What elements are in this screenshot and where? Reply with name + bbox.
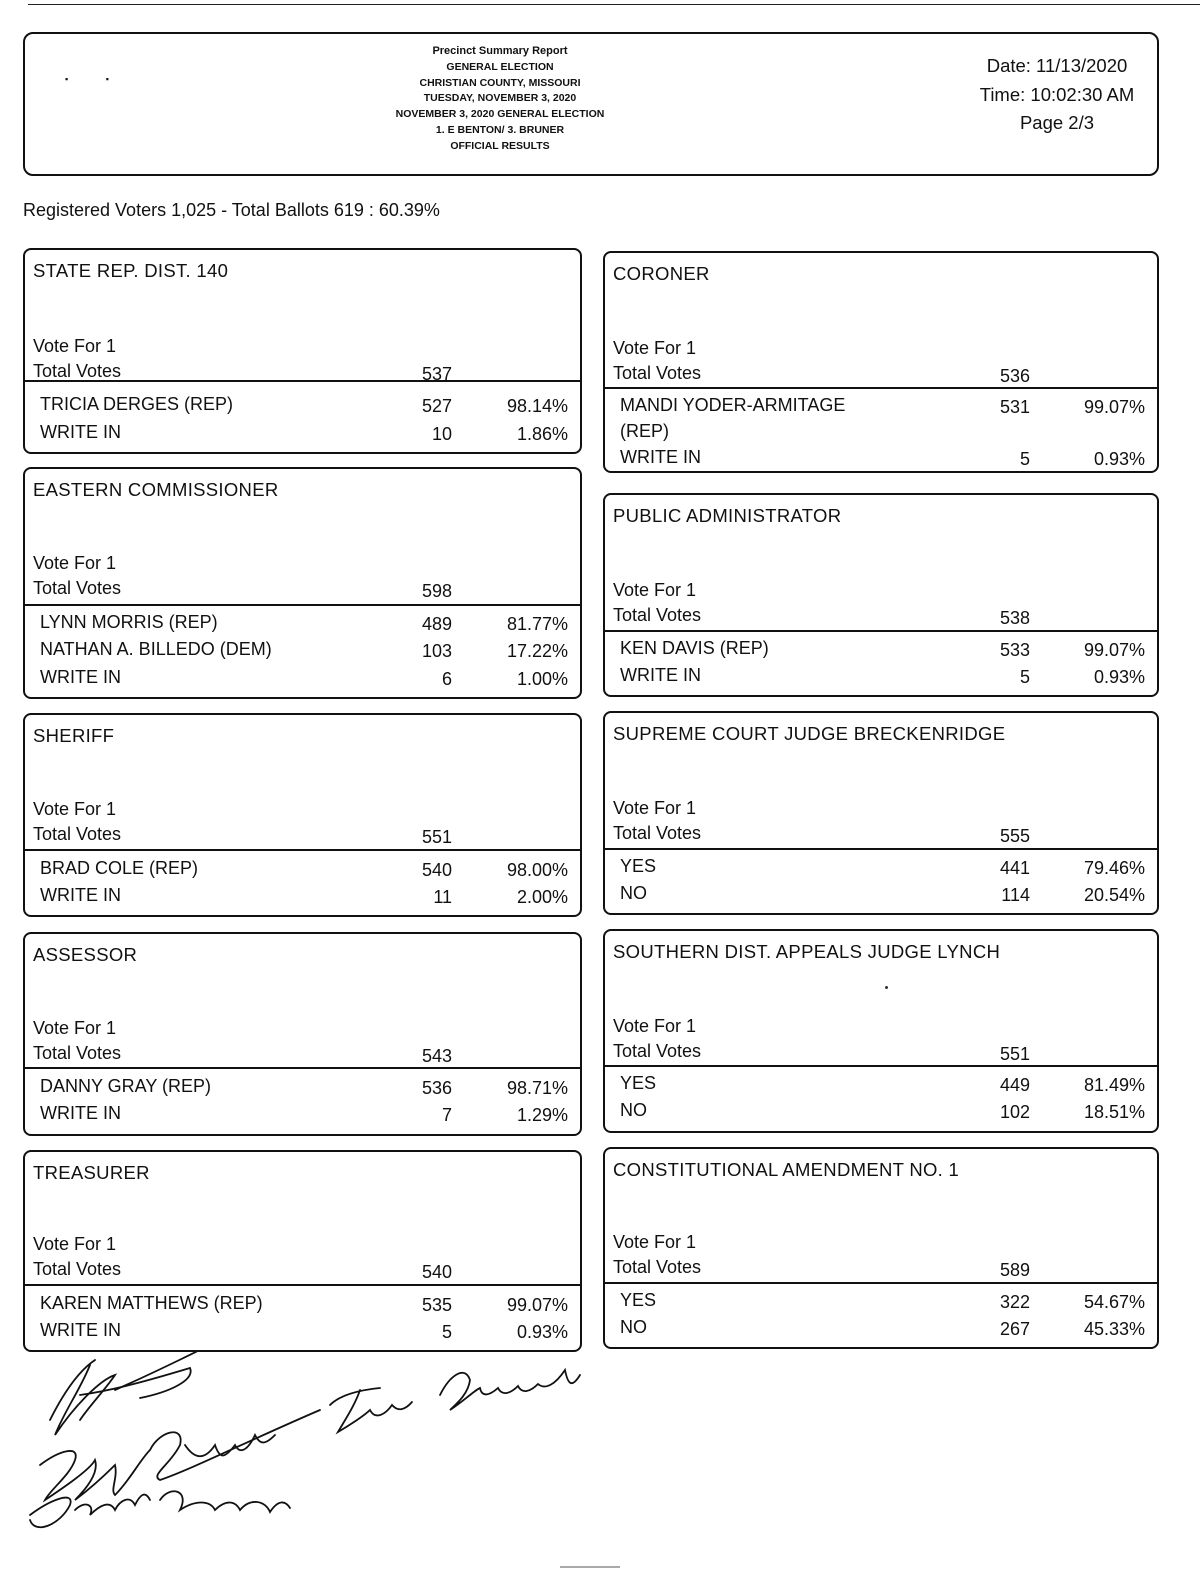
report-page: Page 2/3 bbox=[1019, 112, 1095, 133]
candidate-party: (REP) bbox=[620, 421, 669, 441]
candidate-percent: 1.29% bbox=[516, 1105, 568, 1125]
candidate-percent: 2.00% bbox=[516, 887, 568, 907]
header-divider bbox=[605, 1282, 1157, 1284]
contest-box bbox=[23, 1150, 582, 1352]
report-meta bbox=[967, 52, 1147, 138]
candidate-name: YES bbox=[620, 1073, 657, 1093]
vote-for-label: Vote For 1 bbox=[613, 580, 697, 600]
candidate-votes: 5 bbox=[1019, 449, 1030, 469]
scan-speck bbox=[885, 986, 888, 989]
header-divider bbox=[25, 380, 580, 382]
candidate-percent: 1.00% bbox=[516, 669, 568, 689]
contest-box bbox=[603, 711, 1159, 915]
total-votes-value: 589 bbox=[999, 1260, 1030, 1280]
contest-title: ASSESSOR bbox=[33, 944, 138, 965]
contest-title: STATE REP. DIST. 140 bbox=[33, 260, 229, 281]
vote-for-label: Vote For 1 bbox=[33, 553, 117, 573]
report-date: Date: 11/13/2020 bbox=[986, 55, 1128, 76]
scan-specks: ▪ ▪ bbox=[65, 74, 109, 84]
candidate-votes: 5 bbox=[1019, 667, 1030, 687]
candidate-row bbox=[620, 1290, 1147, 1317]
candidate-name: NO bbox=[620, 883, 647, 903]
candidate-row bbox=[620, 665, 1147, 692]
candidate-votes: 441 bbox=[999, 858, 1030, 878]
contest-title: EASTERN COMMISSIONER bbox=[33, 479, 279, 500]
total-votes-value: 536 bbox=[999, 366, 1030, 386]
candidate-row bbox=[40, 1293, 570, 1320]
contest-title: TREASURER bbox=[33, 1162, 150, 1183]
candidate-percent: 45.33% bbox=[1083, 1319, 1145, 1339]
candidate-row bbox=[40, 1320, 570, 1347]
total-votes-label: Total Votes bbox=[33, 578, 122, 598]
candidate-row bbox=[40, 612, 570, 639]
candidate-percent: 54.67% bbox=[1083, 1292, 1145, 1312]
report-time: Time: 10:02:30 AM bbox=[979, 83, 1135, 105]
total-votes-value: 555 bbox=[999, 826, 1030, 846]
total-votes-value: 540 bbox=[421, 1262, 452, 1282]
candidate-name: MANDI YODER-ARMITAGE bbox=[620, 395, 846, 415]
candidate-row bbox=[40, 1103, 570, 1130]
contest-title: CORONER bbox=[613, 263, 710, 284]
contest-box bbox=[603, 493, 1159, 697]
candidate-votes: 531 bbox=[999, 397, 1030, 417]
candidate-row bbox=[40, 858, 570, 885]
total-votes-value: 537 bbox=[421, 364, 452, 384]
candidate-percent: 1.86% bbox=[516, 424, 568, 444]
vote-for-label: Vote For 1 bbox=[613, 338, 697, 358]
total-votes-label: Total Votes bbox=[33, 361, 122, 381]
candidate-percent: 0.93% bbox=[1093, 449, 1145, 469]
candidate-row bbox=[620, 638, 1147, 665]
contest-box bbox=[603, 929, 1159, 1133]
header-divider bbox=[605, 630, 1157, 632]
report-header bbox=[23, 32, 1159, 176]
candidate-name: NO bbox=[620, 1100, 647, 1120]
candidate-row bbox=[40, 422, 570, 449]
contest-box bbox=[23, 248, 582, 454]
candidate-percent: 99.07% bbox=[1083, 397, 1145, 417]
total-votes-value: 551 bbox=[999, 1044, 1030, 1064]
total-votes-label: Total Votes bbox=[613, 605, 702, 625]
report-precinct: 1. E BENTON/ 3. BRUNER bbox=[435, 123, 565, 136]
contest-title: SUPREME COURT JUDGE BRECKENRIDGE bbox=[613, 723, 1006, 744]
candidate-percent: 18.51% bbox=[1083, 1102, 1145, 1122]
header-divider bbox=[605, 1065, 1157, 1067]
candidate-percent: 99.07% bbox=[1083, 640, 1145, 660]
candidate-name: KAREN MATTHEWS (REP) bbox=[40, 1293, 263, 1313]
candidate-percent: 98.71% bbox=[506, 1078, 568, 1098]
candidate-row bbox=[40, 394, 570, 421]
candidate-row bbox=[620, 883, 1147, 910]
candidate-row bbox=[620, 856, 1147, 883]
candidate-name: NATHAN A. BILLEDO (DEM) bbox=[40, 639, 272, 659]
candidate-name: NO bbox=[620, 1317, 647, 1337]
report-county: CHRISTIAN COUNTY, MISSOURI bbox=[419, 76, 581, 89]
candidate-votes: 114 bbox=[1001, 885, 1030, 905]
candidate-name: YES bbox=[620, 1290, 657, 1310]
candidate-row bbox=[40, 639, 570, 666]
candidate-votes: 102 bbox=[999, 1102, 1030, 1122]
candidate-votes: 489 bbox=[421, 614, 452, 634]
candidate-name: WRITE IN bbox=[620, 447, 701, 467]
candidate-row bbox=[40, 1076, 570, 1103]
total-votes-value: 543 bbox=[421, 1046, 452, 1066]
candidate-row bbox=[620, 1073, 1147, 1100]
report-day: TUESDAY, NOVEMBER 3, 2020 bbox=[423, 92, 577, 105]
total-votes-label: Total Votes bbox=[33, 824, 122, 844]
total-votes-label: Total Votes bbox=[613, 1257, 702, 1277]
registered-voters-summary: Registered Voters 1,025 - Total Ballots 619 : 60.39% bbox=[23, 200, 440, 220]
candidate-name: WRITE IN bbox=[40, 667, 121, 687]
candidate-row bbox=[620, 1100, 1147, 1127]
vote-for-label: Vote For 1 bbox=[33, 336, 117, 356]
candidate-votes: 267 bbox=[999, 1319, 1030, 1339]
report-title-block bbox=[315, 44, 685, 155]
candidate-name: YES bbox=[620, 856, 657, 876]
candidate-votes: 533 bbox=[999, 640, 1030, 660]
candidate-votes: 535 bbox=[421, 1295, 452, 1315]
candidate-votes: 536 bbox=[421, 1078, 452, 1098]
candidate-name: WRITE IN bbox=[40, 1320, 121, 1340]
candidate-votes: 6 bbox=[441, 669, 452, 689]
contest-title: SOUTHERN DIST. APPEALS JUDGE LYNCH bbox=[613, 941, 1001, 962]
total-votes-label: Total Votes bbox=[613, 363, 702, 383]
candidate-name: WRITE IN bbox=[40, 885, 121, 905]
total-votes-value: 538 bbox=[999, 608, 1030, 628]
vote-for-label: Vote For 1 bbox=[33, 1018, 117, 1038]
contest-box bbox=[603, 1147, 1159, 1349]
contest-title: CONSTITUTIONAL AMENDMENT NO. 1 bbox=[613, 1159, 960, 1180]
vote-for-label: Vote For 1 bbox=[613, 1232, 697, 1252]
candidate-row bbox=[40, 885, 570, 912]
contest-box bbox=[23, 932, 582, 1136]
total-votes-label: Total Votes bbox=[613, 823, 702, 843]
candidate-votes: 10 bbox=[431, 424, 452, 444]
report-subtitle: GENERAL ELECTION bbox=[446, 60, 554, 73]
candidate-percent: 0.93% bbox=[1093, 667, 1145, 687]
header-divider bbox=[25, 1067, 580, 1069]
candidate-name: WRITE IN bbox=[40, 422, 121, 442]
candidate-name: DANNY GRAY (REP) bbox=[40, 1076, 212, 1096]
candidate-row bbox=[40, 667, 570, 694]
candidate-row bbox=[620, 395, 1147, 441]
candidate-votes: 7 bbox=[441, 1105, 452, 1125]
candidate-percent: 0.93% bbox=[516, 1322, 568, 1342]
candidate-percent: 98.00% bbox=[506, 860, 568, 880]
candidate-votes: 11 bbox=[433, 887, 452, 907]
vote-for-label: Vote For 1 bbox=[613, 798, 697, 818]
candidate-name: TRICIA DERGES (REP) bbox=[40, 394, 234, 414]
candidate-percent: 81.77% bbox=[506, 614, 568, 634]
candidate-row bbox=[620, 447, 1147, 474]
candidate-votes: 527 bbox=[421, 396, 452, 416]
candidate-percent: 17.22% bbox=[506, 641, 568, 661]
candidate-percent: 98.14% bbox=[506, 396, 568, 416]
report-title: Precinct Summary Report bbox=[432, 45, 568, 57]
candidate-name: KEN DAVIS (REP) bbox=[620, 638, 769, 658]
contest-title: SHERIFF bbox=[33, 725, 115, 746]
candidate-name: WRITE IN bbox=[620, 665, 701, 685]
total-votes-label: Total Votes bbox=[33, 1043, 122, 1063]
candidate-name: BRAD COLE (REP) bbox=[40, 858, 199, 878]
top-rule bbox=[28, 4, 1200, 5]
header-divider bbox=[605, 387, 1157, 389]
signatures bbox=[20, 1350, 600, 1550]
header-divider bbox=[25, 1284, 580, 1286]
candidate-name: WRITE IN bbox=[40, 1103, 121, 1123]
vote-for-label: Vote For 1 bbox=[33, 799, 117, 819]
report-election: NOVEMBER 3, 2020 GENERAL ELECTION bbox=[395, 108, 605, 121]
header-divider bbox=[25, 604, 580, 606]
contest-box bbox=[23, 713, 582, 917]
contest-title: PUBLIC ADMINISTRATOR bbox=[613, 505, 842, 526]
contest-box bbox=[23, 467, 582, 699]
total-votes-label: Total Votes bbox=[33, 1259, 122, 1279]
contest-box bbox=[603, 251, 1159, 473]
candidate-votes: 540 bbox=[421, 860, 452, 880]
report-status: OFFICIAL RESULTS bbox=[450, 139, 550, 152]
vote-for-label: Vote For 1 bbox=[33, 1234, 117, 1254]
header-divider bbox=[605, 848, 1157, 850]
candidate-votes: 322 bbox=[999, 1292, 1030, 1312]
candidate-percent: 81.49% bbox=[1083, 1075, 1145, 1095]
candidate-percent: 20.54% bbox=[1083, 885, 1145, 905]
candidate-votes: 103 bbox=[421, 641, 452, 661]
total-votes-value: 598 bbox=[421, 581, 452, 601]
candidate-votes: 5 bbox=[441, 1322, 452, 1342]
total-votes-value: 551 bbox=[421, 827, 452, 847]
total-votes-label: Total Votes bbox=[613, 1041, 702, 1061]
candidate-percent: 79.46% bbox=[1083, 858, 1145, 878]
bottom-mark bbox=[560, 1566, 620, 1568]
candidate-name: LYNN MORRIS (REP) bbox=[40, 612, 218, 632]
candidate-votes: 449 bbox=[999, 1075, 1030, 1095]
candidate-row bbox=[620, 1317, 1147, 1344]
candidate-percent: 99.07% bbox=[506, 1295, 568, 1315]
header-divider bbox=[25, 849, 580, 851]
vote-for-label: Vote For 1 bbox=[613, 1016, 697, 1036]
